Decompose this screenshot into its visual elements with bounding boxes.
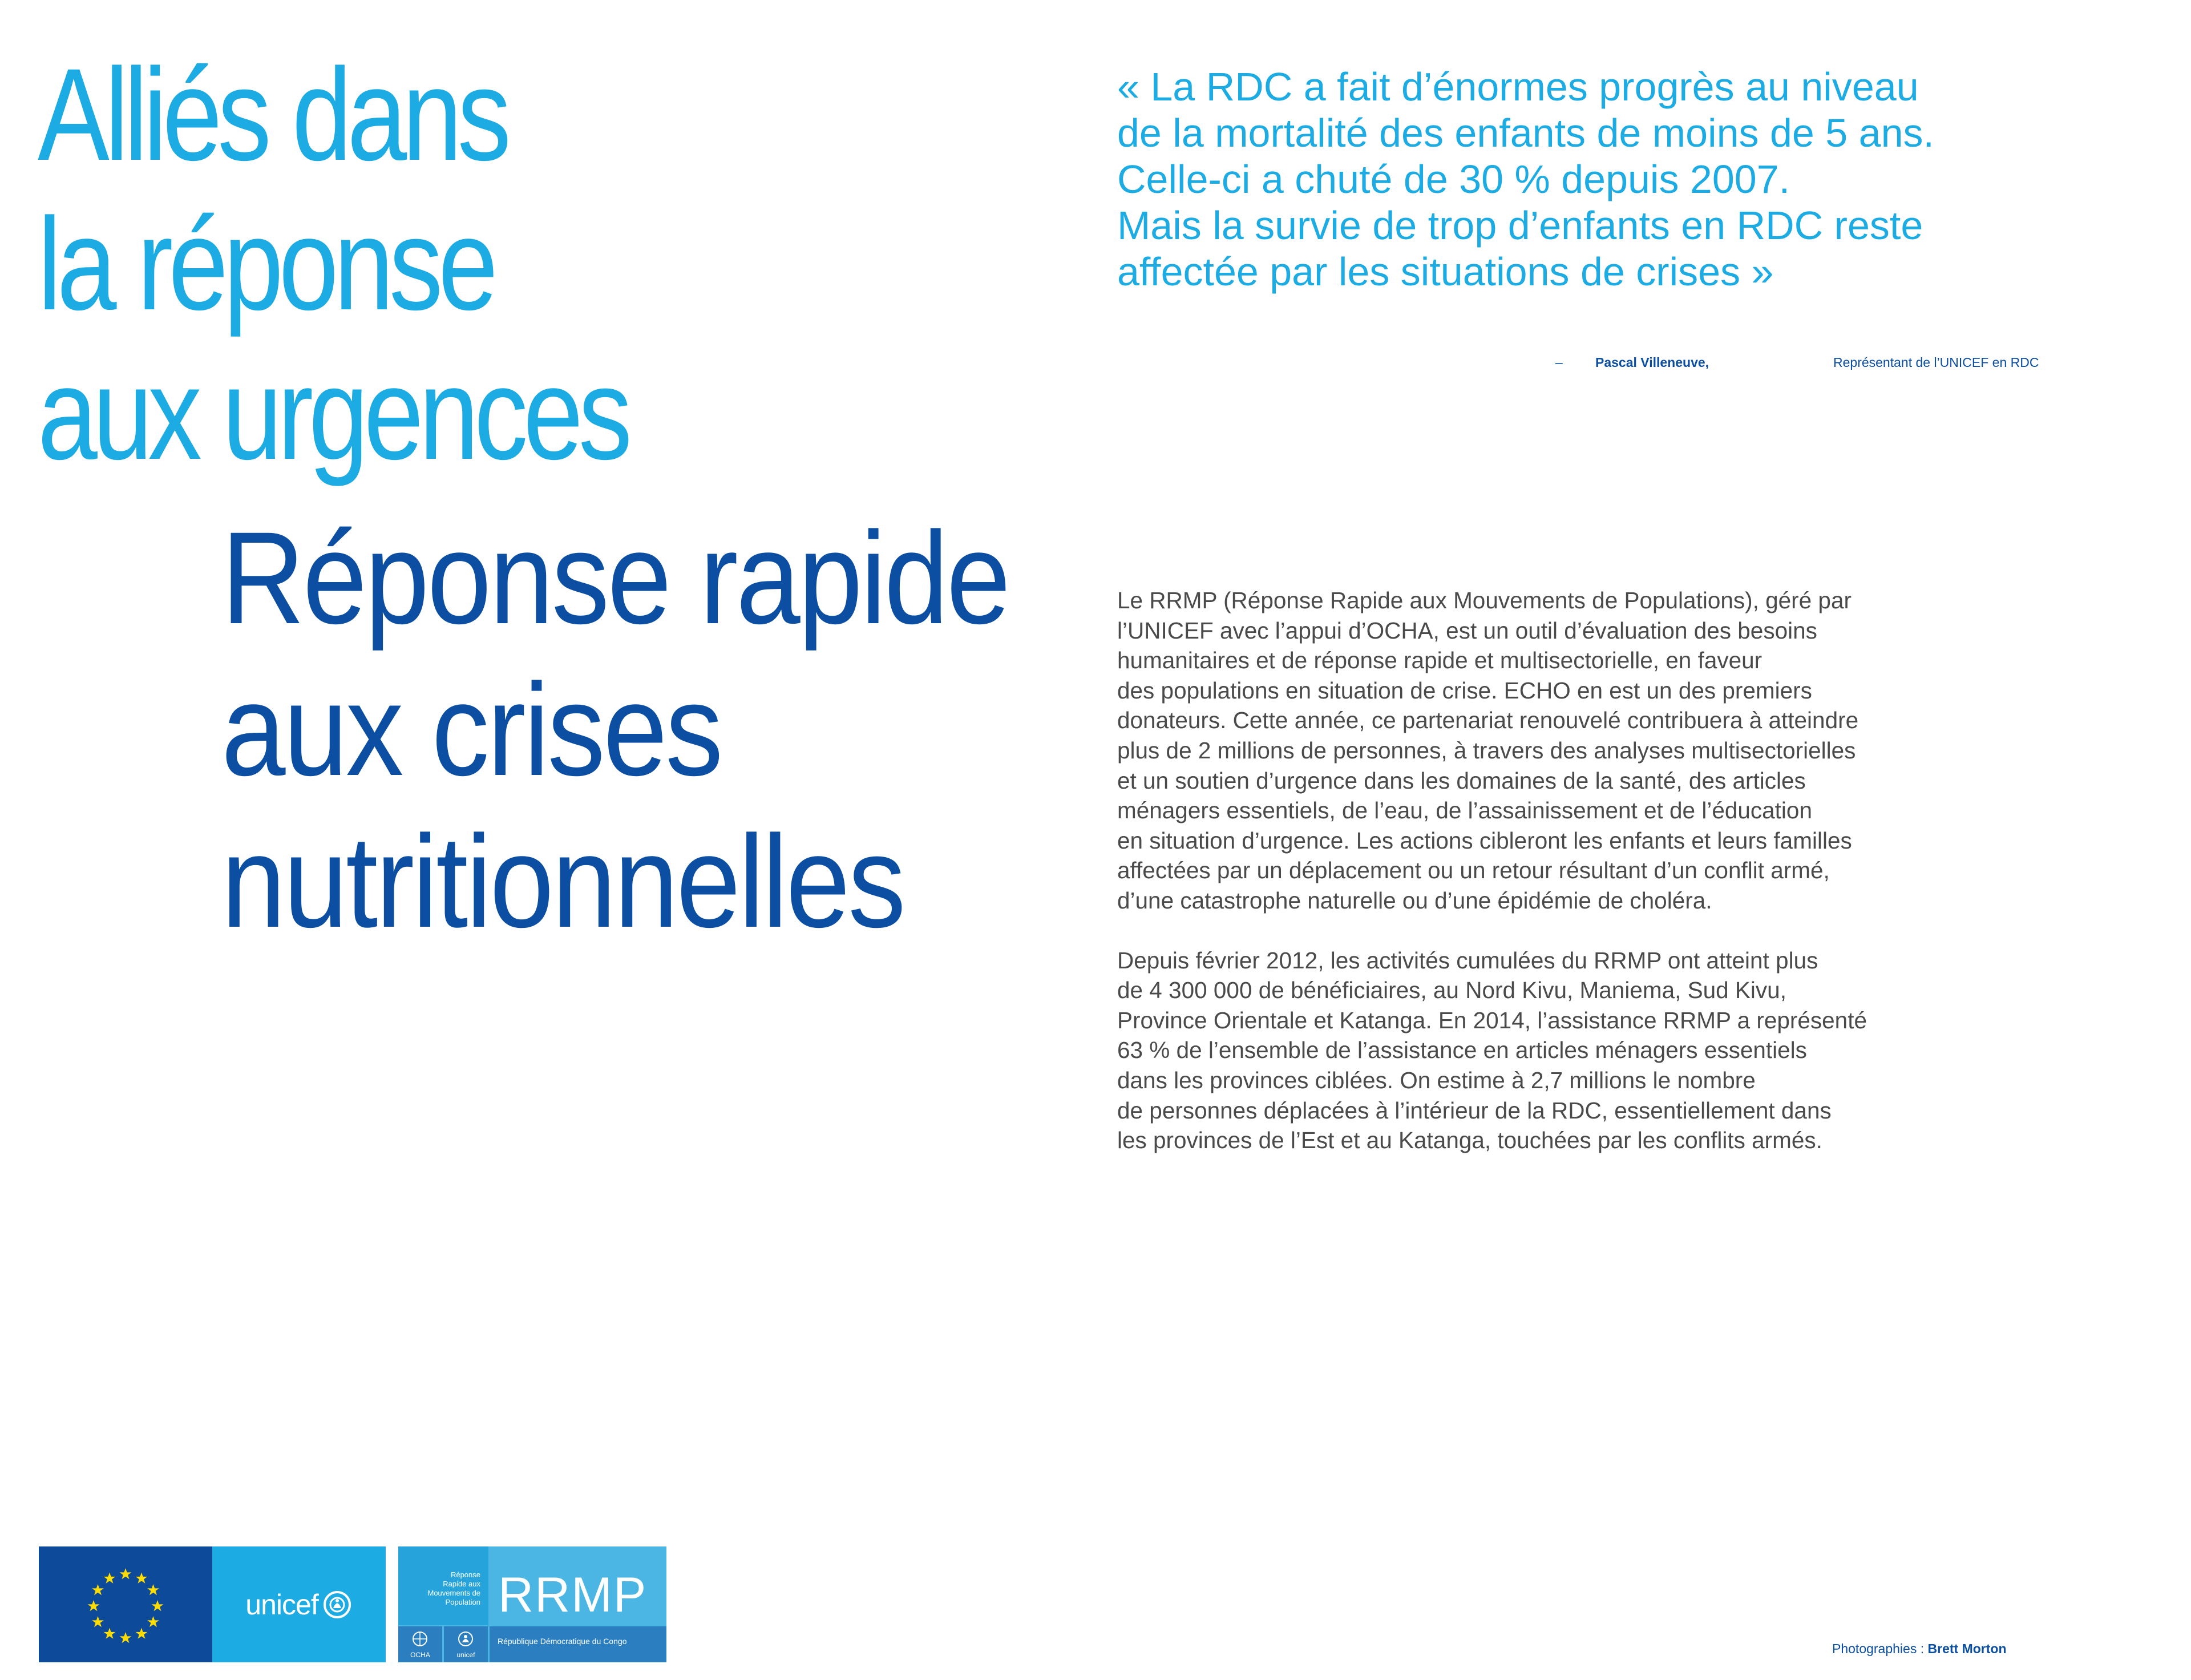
headline-line: aux urgences: [38, 340, 628, 487]
body-line: et un soutien d’urgence dans les domaines de la santé, des articles: [1117, 767, 1806, 794]
attribution-role: Représentant de l’UNICEF en RDC: [1833, 355, 2039, 370]
eu-flag-logo: [39, 1546, 212, 1662]
body-line: de 4 300 000 de bénéficiaires, au Nord Kivu, Maniema, Sud Kivu,: [1117, 977, 1786, 1004]
rrmp-name-line: Réponse: [450, 1570, 480, 1579]
headline-line: Alliés dans: [38, 41, 507, 188]
body-line: ménagers essentiels, de l’eau, de l’assainissement et de l’éducation: [1117, 797, 1812, 824]
rrmp-label-box: [398, 1546, 488, 1625]
rrmp-logo: [398, 1546, 666, 1662]
photo-credit-name: Brett Morton: [1927, 1641, 2007, 1656]
photo-credit: [1832, 1641, 2007, 1657]
quote-line: « La RDC a fait d’énormes progrès au niveau: [1117, 64, 1919, 109]
body-line: Le RRMP (Réponse Rapide aux Mouvements de Populations), géré par: [1117, 587, 1852, 613]
title-line: Réponse rapide: [221, 504, 1009, 651]
section-headline: [38, 40, 739, 488]
unicef-mini-emblem-icon: [444, 1626, 488, 1649]
rrmp-name-line: Mouvements de: [427, 1589, 480, 1597]
body-line: d’une catastrophe naturelle ou d’une épidémie de choléra.: [1117, 887, 1712, 914]
eu-stars-icon: [39, 1546, 212, 1662]
quote-line: Celle-ci a chuté de 30 % depuis 2007.: [1117, 157, 1790, 201]
title-line: aux crises: [221, 656, 721, 803]
body-line: l’UNICEF avec l’appui d’OCHA, est un outil d’évaluation des besoins: [1117, 617, 1817, 644]
body-line: de personnes déplacées à l’intérieur de la RDC, essentiellement dans: [1117, 1097, 1832, 1124]
unicef-mini-logo: [444, 1626, 488, 1662]
unicef-logo: [212, 1546, 386, 1662]
page-title: [221, 502, 1075, 958]
ocha-label: OCHA: [410, 1651, 430, 1659]
body-line: plus de 2 millions de personnes, à travers des analyses multisectorielles: [1117, 737, 1856, 764]
body-line: dans les provinces ciblées. On estime à 2,7 millions le nombre: [1117, 1067, 1756, 1093]
pull-quote: [1117, 64, 2042, 295]
photo-credit-label: Photographies :: [1832, 1641, 1925, 1656]
ocha-emblem-icon: [398, 1626, 442, 1649]
body-line: Province Orientale et Katanga. En 2014, l’assistance RRMP a représenté: [1117, 1007, 1867, 1033]
body-text: [1117, 585, 2064, 1185]
attribution-dash: –: [1555, 355, 1563, 370]
body-line: les provinces de l’Est et au Katanga, touchées par les conflits armés.: [1117, 1127, 1822, 1154]
unicef-emblem-icon: [322, 1589, 353, 1620]
rrmp-name-line: Rapide aux: [443, 1580, 480, 1588]
body-line: des populations en situation de crise. ECHO en est un des premiers: [1117, 677, 1812, 704]
body-line: affectées par un déplacement ou un retour résultant d’un conflit armé,: [1117, 857, 1830, 884]
rrmp-wordmark: RRMP: [498, 1568, 648, 1622]
body-paragraph: [1117, 946, 2064, 1156]
body-line: en situation d’urgence. Les actions cibleront les enfants et leurs familles: [1117, 827, 1852, 854]
headline-line: la réponse: [38, 191, 494, 337]
body-line: humanitaires et de réponse rapide et multisectorielle, en faveur: [1117, 647, 1762, 674]
title-line: nutritionnelles: [221, 808, 904, 955]
unicef-mini-label: unicef: [456, 1651, 475, 1659]
unicef-wordmark: unicef: [245, 1588, 318, 1621]
rrmp-full-name: [428, 1570, 481, 1607]
body-line: 63 % de l’ensemble de l’assistance en articles ménagers essentiels: [1117, 1037, 1807, 1064]
quote-line: affectée par les situations de crises »: [1117, 249, 1774, 294]
body-line: donateurs. Cette année, ce partenariat renouvelé contribuera à atteindre: [1117, 707, 1859, 734]
body-paragraph: [1117, 585, 2064, 916]
ocha-logo: [398, 1626, 442, 1662]
rrmp-footer-strip: [398, 1626, 666, 1662]
rrmp-name-line: Population: [445, 1598, 480, 1606]
quote-line: de la mortalité des enfants de moins de 5 ans.: [1117, 111, 1934, 155]
attribution-author: Pascal Villeneuve,: [1595, 355, 1709, 370]
rrmp-country-box: [490, 1626, 666, 1662]
rrmp-country-label: République Démocratique du Congo: [498, 1637, 627, 1646]
quote-line: Mais la survie de trop d’enfants en RDC reste: [1117, 203, 1923, 248]
body-line: Depuis février 2012, les activités cumulées du RRMP ont atteint plus: [1117, 947, 1818, 974]
